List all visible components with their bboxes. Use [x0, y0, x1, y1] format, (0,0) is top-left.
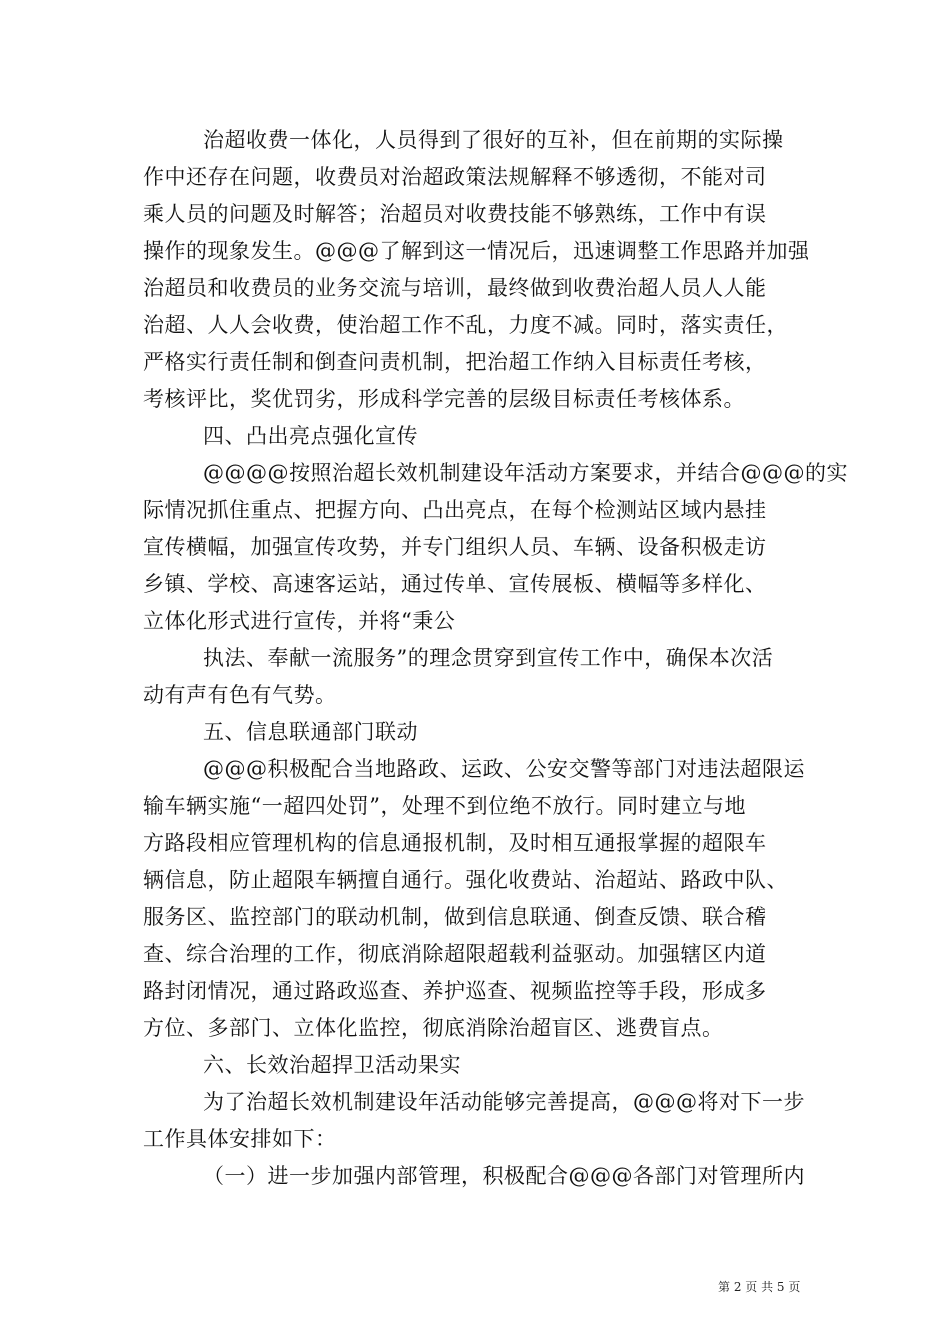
text-line: 治超员和收费员的业务交流与培训，最终做到收费治超人员人人能	[143, 276, 767, 300]
text-line: 查、综合治理的工作，彻底消除超限超载利益驱动。加强辖区内道	[143, 942, 767, 966]
text-line: 服务区、监控部门的联动机制，做到信息联通、倒查反馈、联合稽	[143, 905, 767, 929]
section-heading: 六、长效治超捍卫活动果实	[203, 1053, 461, 1077]
text-line: 际情况抓住重点、把握方向、凸出亮点，在每个检测站区域内悬挂	[143, 498, 767, 522]
text-line: @@@@按照治超长效机制建设年活动方案要求，并结合@@@的实	[203, 461, 848, 485]
text-line: 辆信息，防止超限车辆擅自通行。强化收费站、治超站、路政中队、	[143, 868, 788, 892]
text-line: 考核评比，奖优罚劣，形成科学完善的层级目标责任考核体系。	[143, 387, 745, 411]
text-line: 执法、奉献一流服务”的理念贯穿到宣传工作中，确保本次活	[203, 646, 774, 670]
text-line: 方路段相应管理机构的信息通报机制，及时相互通报掌握的超限车	[143, 831, 767, 855]
text-line: 工作具体安排如下：	[143, 1127, 337, 1151]
text-line: 宣传横幅，加强宣传攻势，并专门组织人员、车辆、设备积极走访	[143, 535, 767, 559]
text-line: 乘人员的问题及时解答；治超员对收费技能不够熟练，工作中有误	[143, 202, 767, 226]
text-line: 为了治超长效机制建设年活动能够完善提高，@@@将对下一步	[203, 1090, 805, 1114]
text-line: 严格实行责任制和倒查问责机制，把治超工作纳入目标责任考核，	[143, 350, 767, 374]
text-line: 作中还存在问题，收费员对治超政策法规解释不够透彻，不能对司	[143, 165, 767, 189]
text-line: 方位、多部门、立体化监控，彻底消除治超盲区、逃费盲点。	[143, 1016, 724, 1040]
text-line: 立体化形式进行宣传，并将“秉公	[143, 609, 456, 633]
text-line: 乡镇、学校、高速客运站，通过传单、宣传展板、横幅等多样化、	[143, 572, 767, 596]
text-line: 路封闭情况，通过路政巡查、养护巡查、视频监控等手段，形成多	[143, 979, 767, 1003]
text-line: 治超收费一体化，人员得到了很好的互补，但在前期的实际操	[203, 128, 784, 152]
text-line: 操作的现象发生。@@@了解到这一情况后，迅速调整工作思路并加强	[143, 239, 810, 263]
text-line: 输车辆实施“一超四处罚”，处理不到位绝不放行。同时建立与地	[143, 794, 746, 818]
page-number: 第 2 页 共 5 页	[718, 1280, 801, 1294]
text-line: 动有声有色有气势。	[143, 683, 337, 707]
text-line: @@@积极配合当地路政、运政、公安交警等部门对违法超限运	[203, 757, 805, 781]
section-heading: 五、信息联通部门联动	[203, 720, 418, 744]
text-line: 治超、人人会收费，使治超工作不乱，力度不减。同时，落实责任，	[143, 313, 788, 337]
text-line: （一）进一步加强内部管理，积极配合@@@各部门对管理所内	[203, 1164, 805, 1188]
section-heading: 四、凸出亮点强化宣传	[203, 424, 418, 448]
